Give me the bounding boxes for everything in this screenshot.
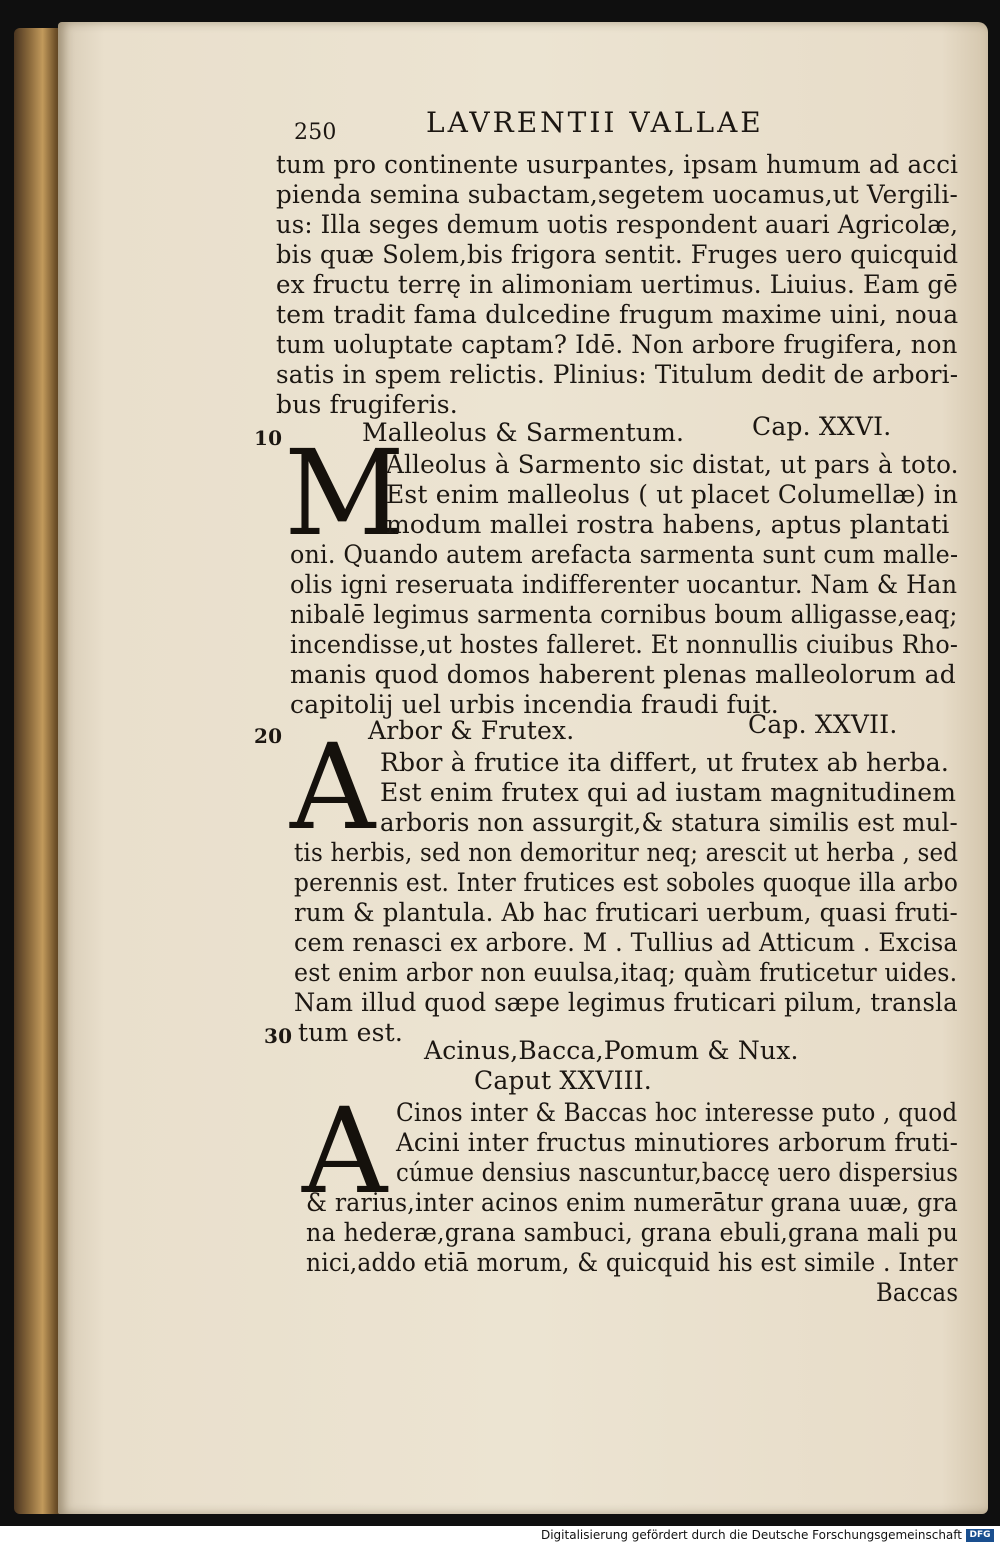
section-title: Malleolus & Sarmentum. <box>362 418 685 447</box>
chapter-label: Cap. XXVII. <box>748 710 898 739</box>
text-line: perennis est. Inter frutices est soboles quoque illa arbo <box>294 868 959 897</box>
text-line: bus frugiferis. <box>276 390 458 419</box>
text-line: na hederæ,grana sambuci, grana ebuli,grana mali pu <box>306 1218 959 1247</box>
text-line: oni. Quando autem arefacta sarmenta sunt cum malle- <box>290 540 959 569</box>
drop-initial: A <box>302 1082 388 1220</box>
text-line: arboris non assurgit,& statura similis est mul- <box>380 808 958 837</box>
text-line: tis herbis, sed non demoritur neq; arescit ut herba , sed <box>294 838 959 867</box>
drop-initial: M <box>284 424 405 562</box>
text-line: tum pro continente usurpantes, ipsam humum ad acci <box>276 150 959 179</box>
text-line: cem renasci ex arbore. M . Tullius ad Atticum . Excisa <box>294 928 958 957</box>
text-line: Acini inter fructus minutiores arborum fruti- <box>396 1128 959 1157</box>
text-line: Alleolus à Sarmento sic distat, ut pars à toto. <box>386 450 959 479</box>
text-line: Rbor à frutice ita differt, ut frutex ab herba. <box>380 748 950 777</box>
text-line: ex fructu terrę in alimoniam uertimus. Liuius. Eam gē <box>276 270 959 299</box>
text-line: nibalē legimus sarmenta cornibus boum alligasse,eaq; <box>290 600 958 629</box>
book-page <box>58 22 988 1514</box>
drop-initial: A <box>290 718 376 856</box>
catchword: Baccas <box>876 1278 959 1307</box>
text-line: incendisse,ut hostes falleret. Et nonnullis ciuibus Rho- <box>290 630 959 659</box>
text-line: tum uoluptate captam? Idē. Non arbore frugifera, non <box>276 330 958 359</box>
text-line: cúmue densius nascuntur,baccę uero dispersius <box>396 1158 959 1187</box>
chapter-label: Cap. XXVI. <box>752 412 892 441</box>
text-line: & rarius,inter acinos enim numerātur grana uuæ, gra <box>306 1188 959 1217</box>
text-line: us: Illa seges demum uotis respondent auari Agricolæ, <box>276 210 959 239</box>
margin-line-number: 20 <box>254 724 283 748</box>
text-line: capitolij uel urbis incendia fraudi fuit. <box>290 690 779 719</box>
text-line: manis quod domos haberent plenas malleolorum ad <box>290 660 956 689</box>
section-title: Acinus,Bacca,Pomum & Nux. <box>424 1036 799 1065</box>
funding-credit: Digitalisierung gefördert durch die Deutsche Forschungsgemeinschaft <box>540 1528 962 1542</box>
section-title: Arbor & Frutex. <box>368 716 575 745</box>
text-line: nici,addo etiā morum, & quicquid his est simile . Inter <box>306 1248 958 1277</box>
text-line: modum mallei rostra habens, aptus plantati <box>386 510 950 539</box>
text-line: Est enim malleolus ( ut placet Columellæ) in <box>386 480 959 509</box>
text-line: Cinos inter & Baccas hoc interesse puto , quod <box>396 1098 958 1127</box>
text-line: bis quæ Solem,bis frigora sentit. Fruges uero quicquid <box>276 240 959 269</box>
text-line: olis igni reseruata indifferenter uocantur. Nam & Han <box>290 570 958 599</box>
running-title: LAVRENTII VALLAE <box>426 106 764 139</box>
text-line: Est enim frutex qui ad iustam magnitudinem <box>380 778 957 807</box>
text-line: tem tradit fama dulcedine frugum maxime uini, noua <box>276 300 959 329</box>
text-line: est enim arbor non euulsa,itaq; quàm fruticetur uides. <box>294 958 958 987</box>
margin-line-number: 30 <box>264 1024 293 1048</box>
page-number: 250 <box>294 120 337 145</box>
text-line: satis in spem relictis. Plinius: Titulum dedit de arbori- <box>276 360 959 389</box>
text-line: Nam illud quod sæpe legimus fruticari pilum, transla <box>294 988 958 1017</box>
text-line: rum & plantula. Ab hac fruticari uerbum, quasi fruti- <box>294 898 958 927</box>
text-line: tum est. <box>298 1018 404 1047</box>
text-line: pienda semina subactam,segetem uocamus,ut Vergili- <box>276 180 958 209</box>
chapter-label: Caput XXVIII. <box>474 1066 652 1095</box>
footer-bar <box>0 1526 1000 1546</box>
dfg-logo: DFG <box>966 1529 994 1542</box>
margin-line-number: 10 <box>254 426 283 450</box>
